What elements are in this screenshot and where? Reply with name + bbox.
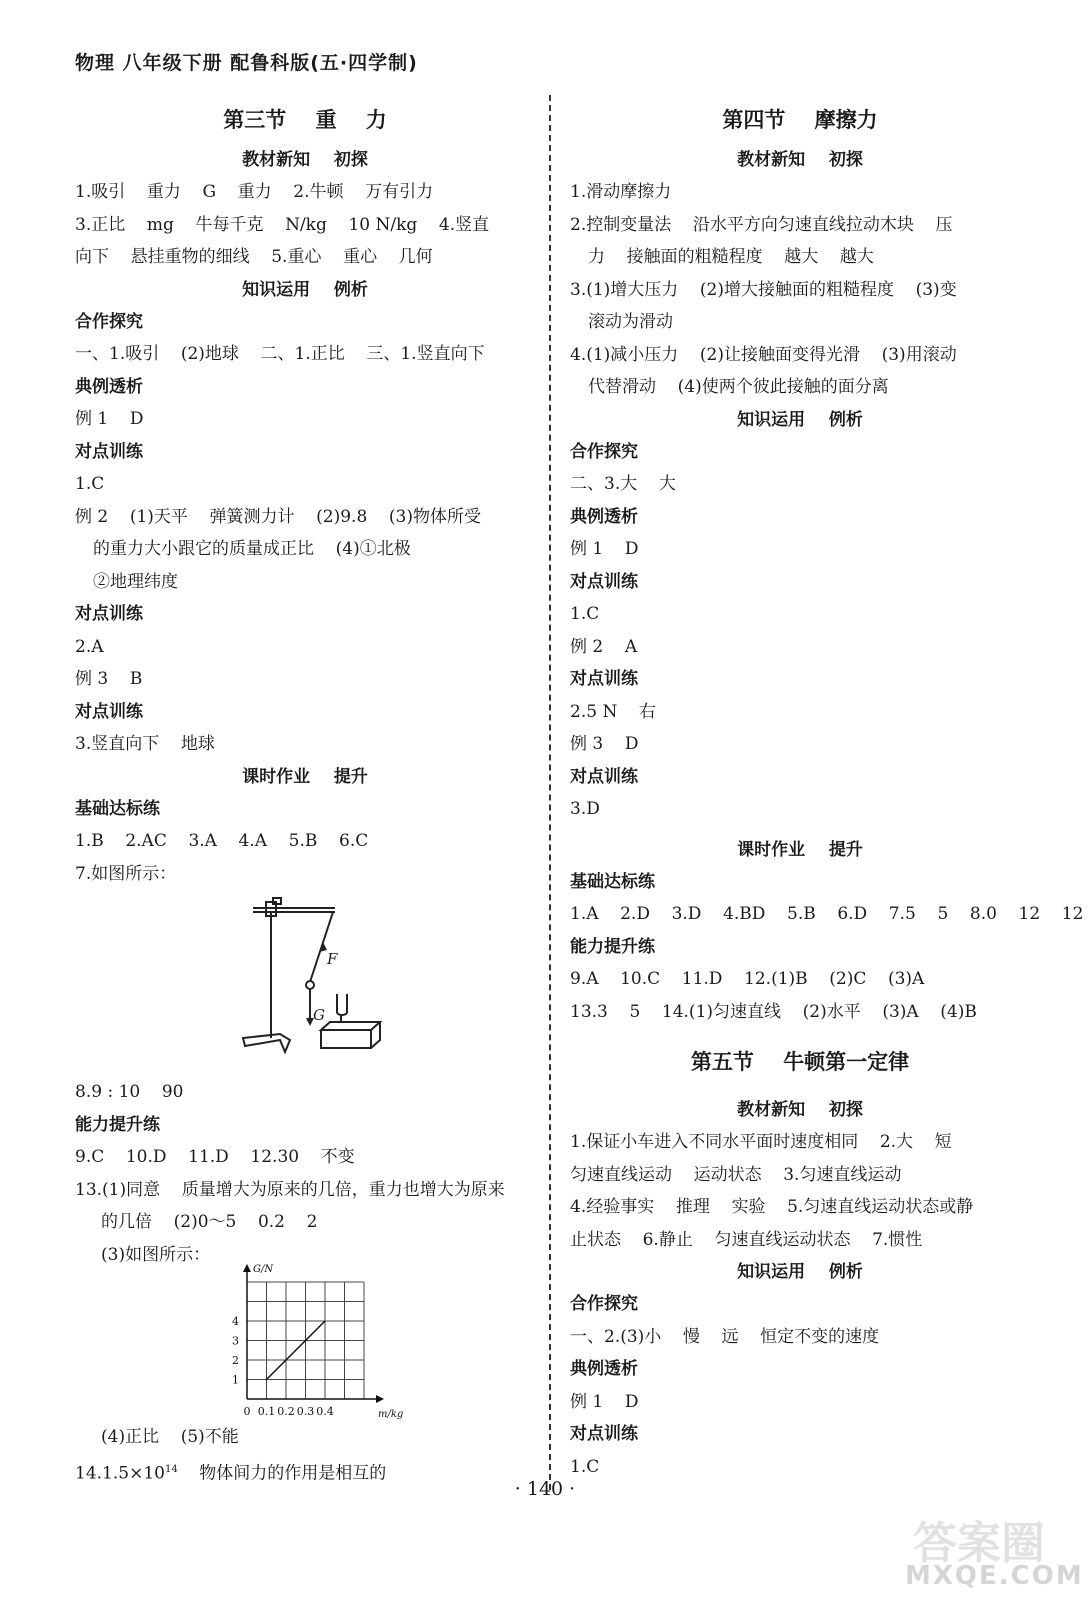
- stand-figure: [75, 890, 535, 1076]
- x-axis-arrow: [376, 1395, 384, 1403]
- force-label-g: G: [313, 1006, 325, 1024]
- part-label: 对点训练: [75, 441, 143, 462]
- part-label: 合作探究: [75, 311, 143, 332]
- page-header: 物理 八年级下册 配鲁科版(五·四学制): [75, 52, 418, 74]
- part-label: 能力提升练: [75, 1114, 160, 1135]
- answer-line: 1.滑动摩擦力: [570, 182, 672, 202]
- part-label: 基础达标练: [570, 871, 655, 892]
- answer-line: 2.控制变量法 沿水平方向匀速直线拉动木块 压: [570, 214, 953, 235]
- x-tick-label: 0.3: [296, 1405, 315, 1418]
- stand-base: [243, 1034, 290, 1052]
- subsection-heading: 知识运用 例析: [737, 409, 863, 430]
- y-axis-label: G/N: [253, 1264, 274, 1275]
- wooden-block: [321, 1022, 380, 1048]
- answer-line: 13.3 5 14.(1)匀速直线 (2)水平 (3)A (4)B: [570, 1001, 977, 1022]
- answer-line: 2.A: [75, 636, 104, 657]
- section-title: 第四节 摩擦力: [722, 108, 878, 132]
- answer-line: 例 1 D: [75, 409, 144, 429]
- answer-line: 13.(1)同意 质量增大为原来的几倍，重力也增大为原来: [75, 1179, 505, 1200]
- answer-line: 1.保证小车进入不同水平面时速度相同 2.大 短: [570, 1132, 952, 1152]
- watermark-logo: 答案圈: [913, 1518, 1045, 1569]
- answer-line: 匀速直线运动 运动状态 3.匀速直线运动: [570, 1164, 902, 1185]
- part-label: 典例透析: [570, 506, 638, 527]
- x-axis-label: m/kg: [378, 1409, 404, 1420]
- answer-line: 4.(1)减小压力 (2)让接触面变得光滑 (3)用滚动: [570, 344, 957, 365]
- answer-line: (3)如图所示：: [101, 1244, 211, 1265]
- answer-text: 物体间力的作用是相互的: [177, 1463, 387, 1484]
- answer-line: 1.吸引 重力 G 重力 2.牛顿 万有引力: [75, 182, 434, 202]
- hanging-weight: [306, 981, 314, 989]
- answer-line: 例 1 D: [570, 539, 639, 559]
- series-line: [267, 1321, 326, 1380]
- part-label: 对点训练: [570, 571, 638, 592]
- x-tick-label: 0.2: [277, 1405, 295, 1418]
- answer-line: 1.C: [75, 474, 105, 494]
- exponent: 14: [164, 1463, 178, 1475]
- answer-line: 例 3 D: [570, 734, 639, 754]
- answer-line: 一、2.(3)小 慢 远 恒定不变的速度: [570, 1326, 880, 1347]
- subsection-heading: 课时作业 提升: [737, 839, 863, 860]
- x-tick-label: 0: [243, 1405, 251, 1418]
- part-label: 基础达标练: [75, 798, 160, 819]
- y-tick-label: 2: [232, 1354, 239, 1367]
- part-label: 对点训练: [570, 669, 638, 689]
- x-tick-label: 0.1: [257, 1405, 276, 1418]
- answer-line: 的几倍 (2)0～5 0.2 2: [101, 1212, 318, 1232]
- subsection-heading: 教材新知 初探: [737, 1100, 863, 1120]
- answer-line: 例 2 A: [570, 636, 638, 657]
- subsection-heading: 知识运用 例析: [242, 279, 368, 300]
- answer-line: 的重力大小跟它的质量成正比 (4)①北极: [93, 539, 411, 559]
- answer-line: 8.9 : 10 90: [75, 1082, 184, 1102]
- answer-line: 1.C: [570, 1456, 600, 1477]
- right-column: [570, 100, 1084, 1483]
- answer-line: 1.B 2.AC 3.A 4.A 5.B 6.C: [75, 831, 369, 851]
- section-title: 第五节 牛顿第一定律: [690, 1050, 910, 1074]
- y-tick-label: 1: [232, 1373, 239, 1387]
- answer-line: 1.A 2.D 3.D 4.BD 5.B 6.D 7.5 5 8.0 12 12: [570, 904, 1084, 924]
- column-divider: [549, 95, 551, 1490]
- answer-line: 4.经验事实 推理 实验 5.匀速直线运动状态或静: [570, 1197, 974, 1217]
- subsection-heading: 教材新知 初探: [737, 150, 863, 170]
- part-label: 合作探究: [570, 1294, 638, 1314]
- part-label: 对点训练: [570, 766, 638, 787]
- answer-line: 例 3 B: [75, 669, 143, 689]
- y-tick-label: 4: [232, 1315, 239, 1328]
- answer-line: 9.C 10.D 11.D 12.30 不变: [75, 1147, 355, 1167]
- y-tick-label: 3: [232, 1334, 239, 1348]
- answer-line: (4)正比 (5)不能: [101, 1427, 239, 1447]
- g-m-chart: [75, 1264, 535, 1421]
- answer-line: 例 2 (1)天平 弹簧测力计 (2)9.8 (3)物体所受: [75, 506, 481, 527]
- section-title: 第三节 重 力: [223, 108, 387, 132]
- left-column: [75, 100, 535, 1486]
- answer-line: 例 1 D: [570, 1391, 639, 1412]
- answer-line: 3.正比 mg 牛每千克 N/kg 10 N/kg 4.竖直: [75, 214, 490, 235]
- force-label-f: F: [327, 950, 338, 968]
- answer-line: 滚动为滑动: [588, 312, 673, 332]
- part-label: 对点训练: [570, 1424, 638, 1444]
- part-label: 合作探究: [570, 441, 638, 462]
- x-tick-label: 0.4: [316, 1405, 334, 1418]
- watermark-domain: MXQE.COM: [905, 1561, 1084, 1591]
- part-label: 典例透析: [75, 376, 143, 397]
- answer-line: 力 接触面的粗糙程度 越大 越大: [588, 247, 874, 267]
- answer-line: 向下 悬挂重物的细线 5.重心 重心 几何: [75, 247, 433, 267]
- answer-line: 9.A 10.C 11.D 12.(1)B (2)C (3)A: [570, 969, 925, 989]
- answer-line: 代替滑动 (4)使两个彼此接触的面分离: [588, 377, 889, 397]
- stand-diagram: [75, 890, 535, 1076]
- answer-line: 3.D: [570, 799, 600, 819]
- watermark: [893, 1505, 1084, 1595]
- part-label: 对点训练: [75, 701, 143, 722]
- answer-line: 止状态 6.静止 匀速直线运动状态 7.惯性: [570, 1229, 923, 1250]
- part-label: 典例透析: [570, 1359, 638, 1379]
- answer-line: 3.(1)增大压力 (2)增大接触面的粗糙程度 (3)变: [570, 279, 957, 300]
- answer-line: 7.如图所示：: [75, 863, 177, 884]
- fork: [337, 994, 347, 1022]
- part-label: 对点训练: [75, 604, 143, 624]
- answer-line: 3.竖直向下 地球: [75, 734, 215, 754]
- graph-figure: [75, 1264, 535, 1421]
- answer-text: 14.1.5×10: [75, 1463, 165, 1484]
- part-label: 能力提升练: [570, 936, 655, 957]
- subsection-heading: 教材新知 初探: [242, 150, 368, 170]
- subsection-heading: 知识运用 例析: [737, 1262, 863, 1282]
- answer-line: 2.5 N 右: [570, 701, 656, 722]
- answer-line: ②地理纬度: [93, 571, 178, 592]
- subsection-heading: 课时作业 提升: [242, 766, 368, 787]
- answer-line: 一、1.吸引 (2)地球 二、1.正比 三、1.竖直向下: [75, 344, 485, 364]
- page-number: · 140 ·: [514, 1478, 576, 1500]
- answer-line: 二、3.大 大: [570, 474, 676, 494]
- answer-line: 1.C: [570, 604, 600, 624]
